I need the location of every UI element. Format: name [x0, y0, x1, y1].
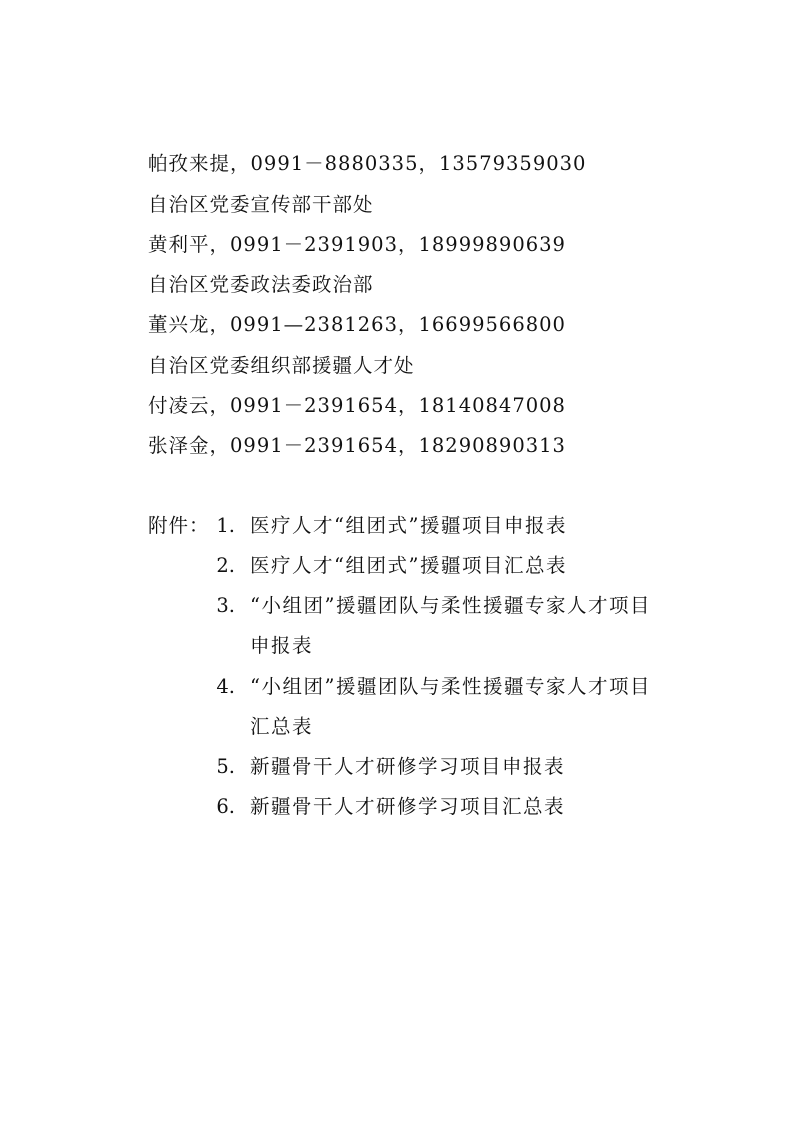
contact-line: 帕孜来提，0991－8880335，13579359030	[148, 152, 587, 175]
attachment-number: 4.	[216, 675, 235, 698]
attachment-title-continued: 汇总表	[250, 715, 314, 738]
contact-line: 张泽金，0991－2391654，18290890313	[148, 434, 566, 457]
attachment-title-continued: 申报表	[250, 634, 314, 657]
attachments-label: 附件：	[148, 514, 210, 537]
attachment-number: 3.	[216, 594, 235, 617]
attachment-number: 5.	[216, 755, 235, 778]
attachment-title: 新疆骨干人才研修学习项目申报表	[250, 755, 566, 778]
attachment-number: 1.	[216, 514, 235, 537]
attachment-title: 医疗人才“组团式”援疆项目汇总表	[250, 554, 567, 577]
department-line: 自治区党委政法委政治部	[148, 273, 374, 296]
attachment-title: 医疗人才“组团式”援疆项目申报表	[250, 514, 567, 537]
department-line: 自治区党委组织部援疆人才处	[148, 354, 415, 377]
attachment-number: 6.	[216, 795, 235, 818]
attachment-title: “小组团”援疆团队与柔性援疆专家人才项目	[250, 594, 651, 617]
contact-line: 付凌云，0991－2391654，18140847008	[148, 394, 566, 417]
department-line: 自治区党委宣传部干部处	[148, 193, 374, 216]
attachment-number: 2.	[216, 554, 235, 577]
contact-line: 黄利平，0991－2391903，18999890639	[148, 233, 566, 256]
attachment-title: 新疆骨干人才研修学习项目汇总表	[250, 795, 566, 818]
contact-line: 董兴龙，0991—2381263，16699566800	[148, 313, 566, 336]
attachment-title: “小组团”援疆团队与柔性援疆专家人才项目	[250, 675, 651, 698]
